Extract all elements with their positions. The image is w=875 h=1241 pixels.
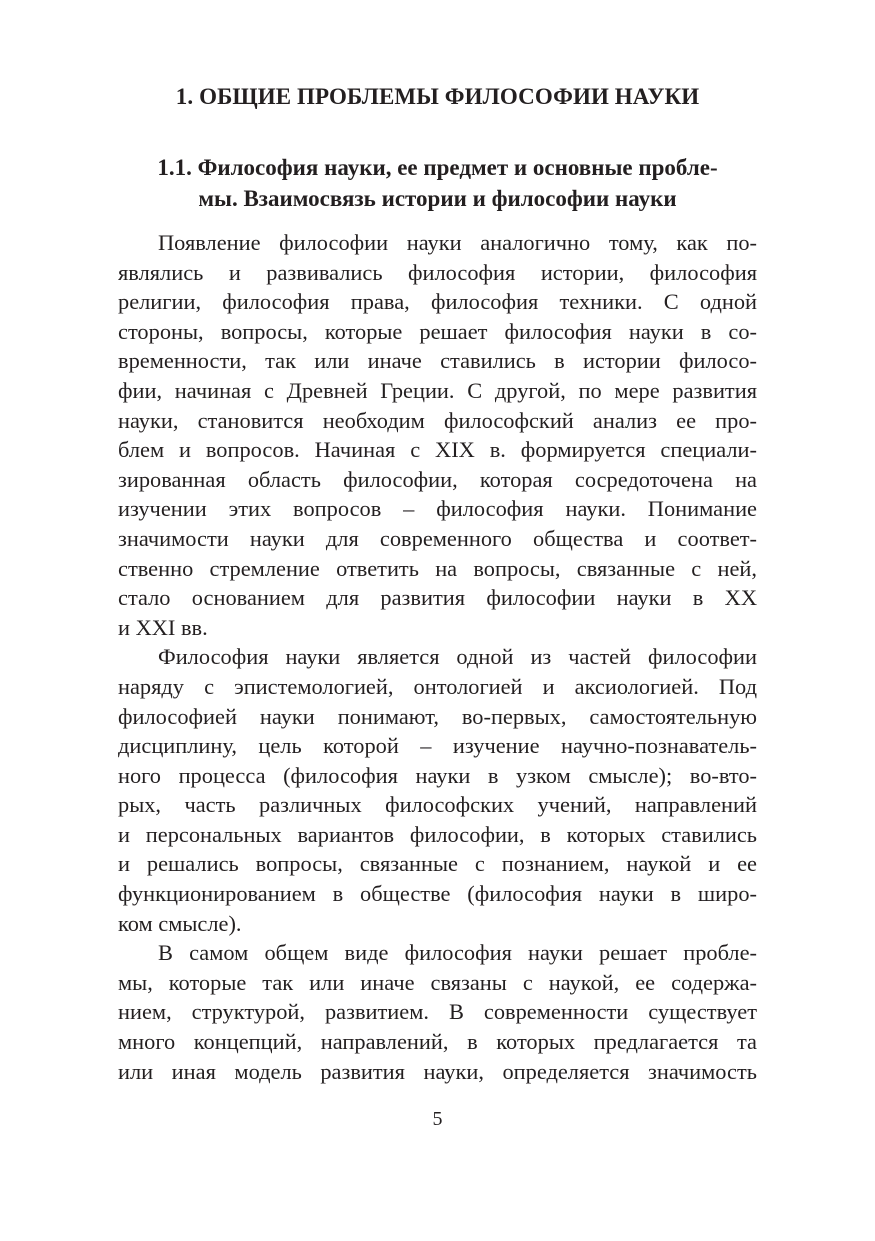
text-line: значимости науки для современного общества и соответ- bbox=[118, 525, 757, 551]
text-line: и решались вопросы, связанные с познанием, наукой и ее bbox=[118, 851, 757, 877]
text-line: и XXI вв. bbox=[118, 614, 208, 640]
text-line: блем и вопросов. Начиная с XIX в. формируется специали- bbox=[118, 437, 757, 463]
text-line: Появление философии науки аналогично тому, как по- bbox=[158, 230, 757, 255]
page-body bbox=[118, 82, 757, 1086]
chapter-title: 1. ОБЩИЕ ПРОБЛЕМЫ ФИЛОСОФИИ НАУКИ bbox=[175, 84, 700, 109]
page-number: 5 bbox=[432, 1108, 443, 1130]
text-line: зированная область философии, которая сосредоточена на bbox=[118, 466, 757, 492]
text-line: нием, структурой, развитием. В современности существует bbox=[118, 999, 757, 1025]
section-title-line-2: мы. Взаимосвязь истории и философии науки bbox=[198, 186, 677, 211]
text-line: мы, которые так или иначе связаны с наукой, ее содержа- bbox=[118, 969, 757, 995]
text-line: стороны, вопросы, которые решает философия науки в со- bbox=[118, 318, 757, 344]
text-line: и персональных вариантов философии, в которых ставились bbox=[118, 821, 757, 847]
text-line: функционированием в обществе (философия науки в широ- bbox=[118, 881, 757, 907]
section-title bbox=[118, 152, 757, 214]
text-line: рых, часть различных философских учений, направлений bbox=[118, 792, 757, 818]
paragraph bbox=[118, 228, 757, 642]
text-line: В самом общем виде философия науки решает пробле- bbox=[158, 940, 757, 966]
text-line: наряду с эпистемологией, онтологией и аксиологией. Под bbox=[118, 673, 757, 699]
body-text bbox=[118, 228, 757, 1086]
paragraph bbox=[118, 938, 757, 1086]
text-line: фии, начиная с Древней Греции. С другой, по мере развития bbox=[118, 377, 757, 403]
text-line: ственно стремление ответить на вопросы, связанные с ней, bbox=[118, 555, 757, 581]
text-line: временности, так или иначе ставились в истории филосо- bbox=[118, 348, 757, 374]
text-line: ного процесса (философия науки в узком смысле); во-вто- bbox=[118, 762, 757, 788]
text-line: науки, становится необходим философский анализ ее про- bbox=[118, 407, 757, 433]
section-title-line-1: 1.1. Философия науки, ее предмет и основные пробле- bbox=[157, 155, 718, 180]
text-line: дисциплину, цель которой – изучение научно-познаватель- bbox=[118, 733, 757, 759]
text-line: изучении этих вопросов – философия науки. Понимание bbox=[118, 496, 757, 522]
text-line: философией науки понимают, во-первых, самостоятельную bbox=[118, 703, 757, 729]
text-line: много концепций, направлений, в которых предлагается та bbox=[118, 1029, 757, 1055]
text-line: или иная модель развития науки, определяется значимость bbox=[118, 1058, 757, 1084]
text-line: ком смысле). bbox=[118, 910, 242, 936]
text-line: Философия науки является одной из частей философии bbox=[158, 644, 757, 670]
paragraph bbox=[118, 642, 757, 938]
text-line: религии, философия права, философия техники. С одной bbox=[118, 289, 757, 315]
text-line: стало основанием для развития философии науки в XX bbox=[118, 585, 757, 611]
text-line: являлись и развивались философия истории, философия bbox=[118, 259, 757, 285]
